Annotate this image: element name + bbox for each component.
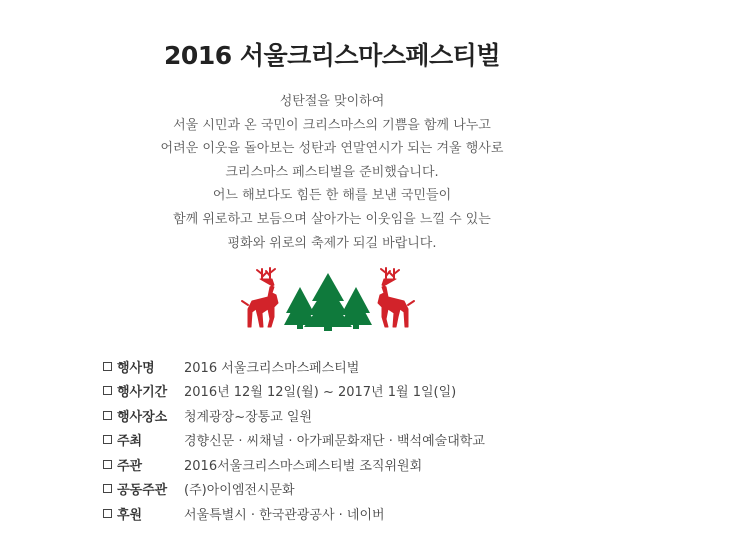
page-title: 2016 서울크리스마스페스티벌 [164, 41, 500, 70]
detail-value: 2016 서울크리스마스페스티벌 [184, 360, 360, 376]
intro-line: 함께 위로하고 보듬으며 살아가는 이웃임을 느낄 수 있는 [173, 211, 491, 227]
detail-label: 공동주관 [117, 483, 168, 499]
pine-trees-icon [284, 273, 372, 331]
checkbox-icon [103, 386, 112, 395]
detail-label-wrap [103, 430, 184, 449]
detail-label-wrap [103, 455, 184, 474]
intro-line: 크리스마스 페스티벌을 준비했습니다. [225, 164, 439, 180]
detail-label: 행사장소 [117, 409, 168, 425]
checkbox-icon [103, 460, 112, 469]
detail-value: 2016서울크리스마스페스티벌 조직위원회 [184, 458, 423, 474]
detail-value: 서울특별시 · 한국관광공사 · 네이버 [184, 507, 385, 523]
detail-row [103, 452, 663, 477]
reindeer-icon [242, 268, 278, 327]
intro-text [0, 90, 664, 255]
detail-row [103, 501, 663, 526]
detail-label: 행사명 [117, 360, 155, 376]
checkbox-icon [103, 435, 112, 444]
checkbox-icon [103, 484, 112, 493]
detail-label-wrap [103, 406, 184, 425]
detail-label-wrap [103, 381, 184, 400]
detail-label: 주관 [117, 458, 143, 474]
intro-line: 평화와 위로의 축제가 되길 바랍니다. [227, 235, 437, 251]
checkbox-icon [103, 509, 112, 518]
detail-value: 경향신문 · 씨채널 · 아가페문화재단 · 백석예술대학교 [184, 434, 485, 450]
intro-line: 성탄절을 맞이하여 [279, 94, 385, 109]
intro-line: 어느 해보다도 힘든 한 해를 보낸 국민들이 [212, 188, 452, 204]
detail-row [103, 379, 663, 404]
detail-value: 2016년 12월 12일(월) ~ 2017년 1월 1일(일) [184, 385, 457, 401]
detail-label-wrap [103, 479, 184, 498]
detail-value: 청계광장~장통교 일원 [184, 409, 313, 425]
checkbox-icon [103, 362, 112, 371]
checkbox-icon [103, 411, 112, 420]
event-details [103, 354, 663, 526]
detail-row [103, 477, 663, 502]
detail-label: 행사기간 [117, 385, 168, 401]
detail-row [103, 403, 663, 428]
detail-label-wrap [103, 357, 184, 376]
intro-line: 어려운 이웃을 돌아보는 성탄과 연말연시가 되는 겨울 행사로 [160, 141, 504, 157]
christmas-illustration [238, 265, 418, 333]
detail-row [103, 354, 663, 379]
detail-value: (주)아이엠전시문화 [184, 483, 295, 499]
intro-line: 서울 시민과 온 국민이 크리스마스의 기쁨을 함께 나누고 [173, 117, 491, 133]
detail-row [103, 428, 663, 453]
detail-label: 주최 [117, 434, 143, 450]
detail-label: 후원 [117, 507, 143, 523]
reindeer-icon [378, 268, 414, 327]
detail-label-wrap [103, 504, 184, 523]
